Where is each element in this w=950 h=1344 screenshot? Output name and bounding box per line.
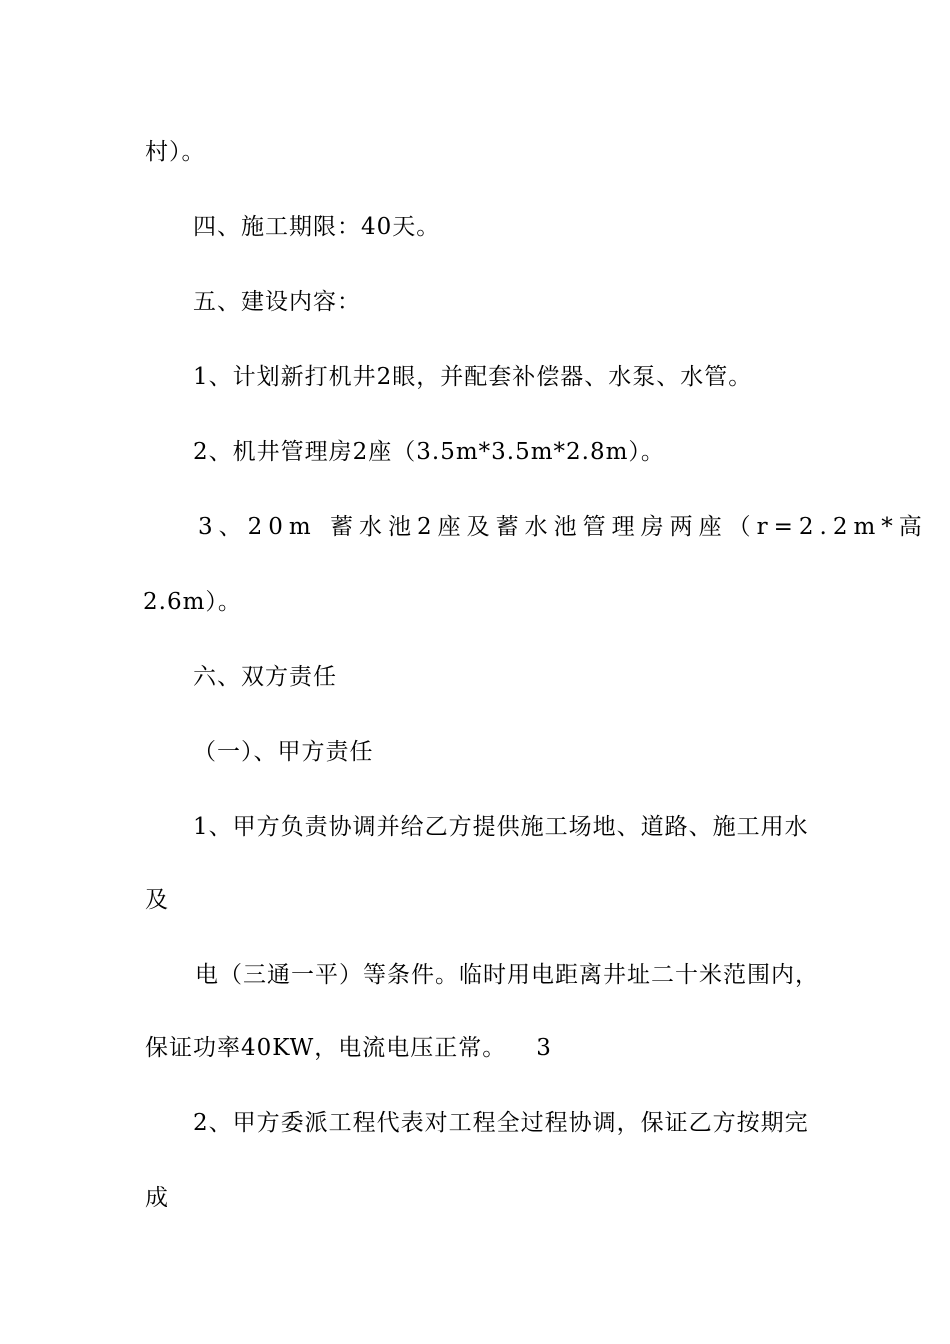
text-line-11: 及 [145, 887, 169, 913]
text-line-7: 2.6m）。 [143, 589, 242, 615]
text-line-13 [145, 1033, 552, 1063]
text-line-1: 村）。 [145, 139, 206, 165]
text-line-10: 1、甲方负责协调并给乙方提供施工场地、道路、施工用水 [193, 814, 809, 840]
text-line-9: （一）、甲方责任 [193, 739, 374, 765]
text-line-6: 3、20m 蓄水池2座及蓄水池管理房两座（r=2.2m*高 [198, 514, 928, 540]
text-line-15: 成 [145, 1185, 169, 1211]
text-line-14: 2、甲方委派工程代表对工程全过程协调，保证乙方按期完 [193, 1110, 809, 1136]
text-line-5: 2、机井管理房2座（3.5m*3.5m*2.8m）。 [193, 439, 665, 465]
text-line-13-content: 保证功率40KW，电流电压正常。 [145, 1035, 507, 1061]
text-line-3: 五、建设内容： [193, 289, 361, 315]
text-line-8: 六、双方责任 [193, 664, 337, 690]
text-line-12: 电（三通一平）等条件。临时用电距离井址二十米范围内， [195, 962, 819, 988]
text-line-2: 四、施工期限：40天。 [193, 214, 441, 240]
page-number: 3 [536, 1035, 552, 1061]
text-line-4: 1、计划新打机井2眼，并配套补偿器、水泵、水管。 [193, 364, 753, 390]
